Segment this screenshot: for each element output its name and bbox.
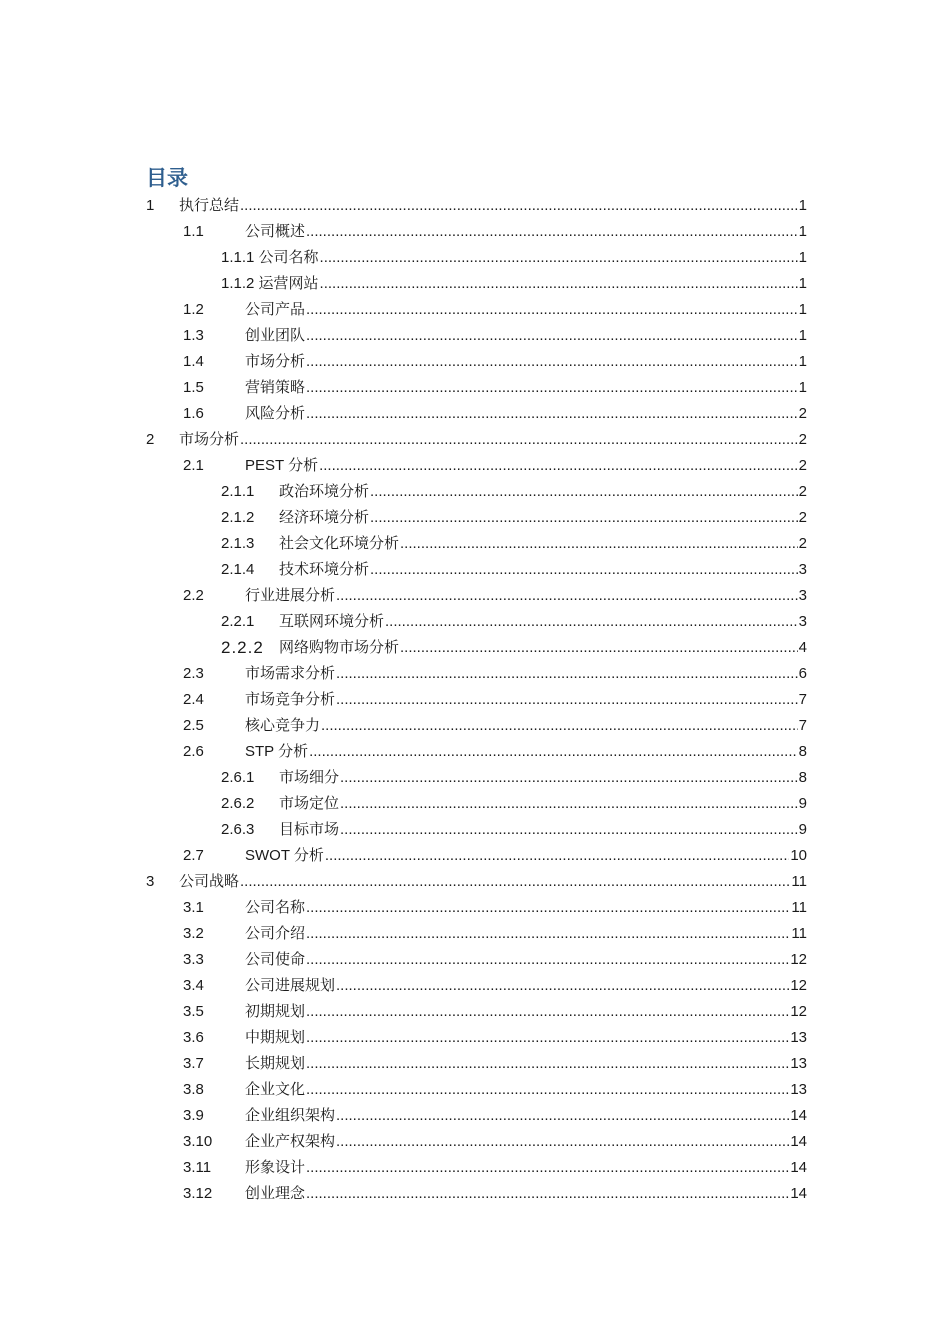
toc-entry-label: 初期规划 xyxy=(245,1003,306,1020)
toc-entry-label: 形象设计 xyxy=(245,1159,306,1176)
toc-page-number: 1 xyxy=(798,353,807,370)
toc-entry-label: 经济环境分析 xyxy=(279,509,370,526)
toc-page-number: 1 xyxy=(798,301,807,318)
toc-entry-number: 3.2 xyxy=(183,925,204,942)
toc-entry-number: 2.1 xyxy=(183,457,204,474)
toc-entry[interactable] xyxy=(0,765,950,791)
toc-page-number: 12 xyxy=(790,977,807,994)
toc-entry[interactable] xyxy=(0,687,950,713)
toc-entry[interactable] xyxy=(0,557,950,583)
toc-entry[interactable] xyxy=(0,271,950,297)
toc-page-number: 1 xyxy=(798,223,807,240)
toc-entry[interactable] xyxy=(0,1025,950,1051)
toc-entry-number: 2.6.2 xyxy=(221,795,255,812)
toc-leader-dots xyxy=(385,609,798,635)
toc-leader-dots xyxy=(306,375,798,401)
toc-page-number: 11 xyxy=(791,873,807,890)
toc-page-number: 14 xyxy=(790,1107,807,1124)
toc-leader-dots xyxy=(400,531,798,557)
toc-leader-dots xyxy=(306,947,789,973)
toc-leader-dots xyxy=(340,765,798,791)
toc-entry-label: 市场分析 xyxy=(179,431,240,448)
toc-entry-number: 3.9 xyxy=(183,1107,204,1124)
toc-entry-number: 2.1.4 xyxy=(221,561,255,578)
toc-leader-dots xyxy=(336,1129,789,1155)
toc-leader-dots xyxy=(320,271,798,297)
toc-leader-dots xyxy=(319,453,798,479)
toc-page-number: 13 xyxy=(790,1081,807,1098)
toc-leader-dots xyxy=(306,921,790,947)
toc-entry[interactable] xyxy=(0,947,950,973)
toc-entry[interactable] xyxy=(0,349,950,375)
toc-entry[interactable] xyxy=(0,193,950,219)
toc-leader-dots xyxy=(400,635,798,661)
toc-leader-dots xyxy=(320,245,798,271)
toc-entry-label: 目标市场 xyxy=(279,821,340,838)
toc-entry-label: 企业文化 xyxy=(245,1081,306,1098)
toc-leader-dots xyxy=(370,505,798,531)
toc-entry[interactable] xyxy=(0,713,950,739)
toc-entry[interactable] xyxy=(0,661,950,687)
toc-page-number: 8 xyxy=(798,743,807,760)
toc-entry-label: 核心竞争力 xyxy=(245,717,321,734)
toc-entry-number: 2.1.1 xyxy=(221,483,255,500)
toc-entry-number: 2.3 xyxy=(183,665,204,682)
toc-entry-number: 3.7 xyxy=(183,1055,204,1072)
toc-leader-dots xyxy=(306,895,790,921)
toc-page-number: 1 xyxy=(798,249,807,266)
toc-entry-label: 创业理念 xyxy=(245,1185,306,1202)
toc-entry-label: 网络购物市场分析 xyxy=(279,639,400,656)
toc-leader-dots xyxy=(309,739,798,765)
toc-entry-label: 营销策略 xyxy=(245,379,306,396)
toc-page-number: 2 xyxy=(798,509,807,526)
toc-entry-label: 市场细分 xyxy=(279,769,340,786)
toc-leader-dots xyxy=(336,973,789,999)
toc-page-number: 9 xyxy=(798,821,807,838)
toc-entry-label: 公司名称 xyxy=(245,899,306,916)
toc-entry[interactable] xyxy=(0,1129,950,1155)
toc-page-number: 13 xyxy=(790,1029,807,1046)
toc-entry[interactable] xyxy=(0,323,950,349)
toc-entry-number: 2.4 xyxy=(183,691,204,708)
toc-entry-label: 市场竞争分析 xyxy=(245,691,336,708)
toc-entry[interactable] xyxy=(0,245,950,271)
toc-entry[interactable] xyxy=(0,1077,950,1103)
toc-entry-number: 3.6 xyxy=(183,1029,204,1046)
toc-entry-number: 2.6 xyxy=(183,743,204,760)
toc-entry[interactable] xyxy=(0,739,950,765)
toc-entry[interactable] xyxy=(0,505,950,531)
toc-leader-dots xyxy=(306,323,798,349)
toc-page-number: 4 xyxy=(798,639,807,656)
toc-entry[interactable] xyxy=(0,453,950,479)
toc-entry-label: 公司产品 xyxy=(245,301,306,318)
toc-page-number: 2 xyxy=(798,483,807,500)
toc-leader-dots xyxy=(325,843,789,869)
toc-entry-number: 2.2.2 xyxy=(221,638,264,657)
toc-entry-number: 2.1.2 xyxy=(221,509,255,526)
toc-entry[interactable] xyxy=(0,401,950,427)
toc-page-number: 2 xyxy=(798,431,807,448)
toc-page-number: 10 xyxy=(790,847,807,864)
toc-page-number: 14 xyxy=(790,1159,807,1176)
toc-entry[interactable] xyxy=(0,479,950,505)
toc-entry[interactable] xyxy=(0,921,950,947)
toc-entry-label: 中期规划 xyxy=(245,1029,306,1046)
toc-entry-number: 2.1.3 xyxy=(221,535,255,552)
toc-page-number: 1 xyxy=(798,327,807,344)
toc-leader-dots xyxy=(306,999,789,1025)
toc-entry[interactable] xyxy=(0,297,950,323)
toc-page-number: 9 xyxy=(798,795,807,812)
toc-leader-dots xyxy=(340,791,798,817)
toc-entry[interactable] xyxy=(0,427,950,453)
toc-entry-label: 创业团队 xyxy=(245,327,306,344)
toc-page-number: 1 xyxy=(798,379,807,396)
toc-entry-label: 长期规划 xyxy=(245,1055,306,1072)
toc-page-number: 2 xyxy=(798,457,807,474)
toc-entry-number: 3.5 xyxy=(183,1003,204,1020)
toc-leader-dots xyxy=(370,479,798,505)
toc-page-number: 14 xyxy=(790,1133,807,1150)
toc-entry-number: 3.10 xyxy=(183,1133,213,1150)
toc-entry-label: 公司战略 xyxy=(179,873,240,890)
toc-page-number: 3 xyxy=(798,587,807,604)
toc-entry-number: 1.1 xyxy=(183,223,204,240)
toc-entry-number: 3.12 xyxy=(183,1185,213,1202)
toc-entry-label: 市场分析 xyxy=(245,353,306,370)
toc-entry-label: 政治环境分析 xyxy=(279,483,370,500)
toc-page-number: 1 xyxy=(798,275,807,292)
toc-leader-dots xyxy=(240,193,798,219)
toc-entry-label: 市场定位 xyxy=(279,795,340,812)
toc-entry-label: 1.1.2 运营网站 xyxy=(221,275,319,292)
toc-entry-number: 2.5 xyxy=(183,717,204,734)
toc-page-number: 12 xyxy=(790,951,807,968)
toc-entry-number: 3.1 xyxy=(183,899,204,916)
toc-leader-dots xyxy=(370,557,798,583)
toc-entry-number: 3.3 xyxy=(183,951,204,968)
toc-entry[interactable] xyxy=(0,973,950,999)
toc-entry-label: STP 分析 xyxy=(245,743,309,760)
toc-entry-number: 2.7 xyxy=(183,847,204,864)
toc-entry-number: 3.4 xyxy=(183,977,204,994)
toc-entry[interactable] xyxy=(0,375,950,401)
toc-entry-label: 企业组织架构 xyxy=(245,1107,336,1124)
toc-entry[interactable] xyxy=(0,817,950,843)
toc-page-number: 8 xyxy=(798,769,807,786)
toc-page-number: 2 xyxy=(798,405,807,422)
toc-entry-label: 市场需求分析 xyxy=(245,665,336,682)
toc-entry[interactable] xyxy=(0,531,950,557)
toc-entry-label: 公司介绍 xyxy=(245,925,306,942)
toc-entry[interactable] xyxy=(0,869,950,895)
toc-entry-label: 行业进展分析 xyxy=(245,587,336,604)
toc-leader-dots xyxy=(240,427,798,453)
toc-entry-label: 公司使命 xyxy=(245,951,306,968)
toc-page-number: 12 xyxy=(790,1003,807,1020)
toc-page-number: 2 xyxy=(798,535,807,552)
toc-leader-dots xyxy=(306,401,798,427)
toc-page-number: 3 xyxy=(798,561,807,578)
toc-entry[interactable] xyxy=(0,609,950,635)
toc-page-number: 11 xyxy=(791,899,807,916)
toc-entry-number: 3.11 xyxy=(183,1159,212,1176)
toc-entry-label: 企业产权架构 xyxy=(245,1133,336,1150)
toc-entry-number: 1.5 xyxy=(183,379,204,396)
toc-leader-dots xyxy=(306,1051,789,1077)
toc-leader-dots xyxy=(306,1181,789,1207)
toc-entry-number: 1.6 xyxy=(183,405,204,422)
toc-leader-dots xyxy=(306,1155,789,1181)
toc-entry[interactable] xyxy=(0,791,950,817)
toc-entry-label: 风险分析 xyxy=(245,405,306,422)
toc-page-number: 13 xyxy=(790,1055,807,1072)
toc-leader-dots xyxy=(321,713,798,739)
toc-entry[interactable] xyxy=(0,1103,950,1129)
toc-entry-label: 社会文化环境分析 xyxy=(279,535,400,552)
toc-page-number: 1 xyxy=(798,197,807,214)
toc-leader-dots xyxy=(306,1025,789,1051)
toc-entry[interactable] xyxy=(0,1051,950,1077)
toc-leader-dots xyxy=(336,583,798,609)
toc-page-number: 14 xyxy=(790,1185,807,1202)
toc-entry-number: 3 xyxy=(146,873,155,890)
toc-entry[interactable] xyxy=(0,635,950,661)
toc-entry-label: 1.1.1 公司名称 xyxy=(221,249,319,266)
toc-leader-dots xyxy=(340,817,798,843)
toc-page-number: 3 xyxy=(798,613,807,630)
toc-leader-dots xyxy=(306,1077,789,1103)
toc-leader-dots xyxy=(336,687,798,713)
toc-entry-number: 1.4 xyxy=(183,353,204,370)
toc-entry-label: 互联网环境分析 xyxy=(279,613,385,630)
toc-entry[interactable] xyxy=(0,1181,950,1207)
toc-entry-label: 执行总结 xyxy=(179,197,240,214)
toc-entry-label: SWOT 分析 xyxy=(245,847,324,864)
toc-entry[interactable] xyxy=(0,999,950,1025)
toc-entry-label: 技术环境分析 xyxy=(279,561,370,578)
toc-entry-number: 2.6.3 xyxy=(221,821,255,838)
toc-entry-number: 1 xyxy=(146,197,155,214)
toc-entry[interactable] xyxy=(0,895,950,921)
toc-page-number: 11 xyxy=(791,925,807,942)
toc-leader-dots xyxy=(240,869,790,895)
toc-entry-number: 2.2 xyxy=(183,587,204,604)
toc-leader-dots xyxy=(306,219,798,245)
toc-entry-label: PEST 分析 xyxy=(245,457,319,474)
toc-leader-dots xyxy=(306,297,798,323)
toc-page-number: 6 xyxy=(798,665,807,682)
toc-entry-number: 2 xyxy=(146,431,155,448)
toc-entry-label: 公司进展规划 xyxy=(245,977,336,994)
toc-page-number: 7 xyxy=(798,691,807,708)
toc-entry-label: 公司概述 xyxy=(245,223,306,240)
toc-leader-dots xyxy=(336,661,798,687)
toc-entry[interactable] xyxy=(0,219,950,245)
toc-title: 目录 xyxy=(146,166,188,190)
toc-leader-dots xyxy=(306,349,798,375)
toc-entry-number: 1.2 xyxy=(183,301,204,318)
toc-entry-number: 2.2.1 xyxy=(221,613,255,630)
toc-entry-number: 2.6.1 xyxy=(221,769,255,786)
toc-entry[interactable] xyxy=(0,583,950,609)
toc-entry-number: 1.3 xyxy=(183,327,204,344)
toc-entry-number: 3.8 xyxy=(183,1081,204,1098)
toc-entry[interactable] xyxy=(0,1155,950,1181)
toc-page-number: 7 xyxy=(798,717,807,734)
toc-entry[interactable] xyxy=(0,843,950,869)
toc-leader-dots xyxy=(336,1103,789,1129)
